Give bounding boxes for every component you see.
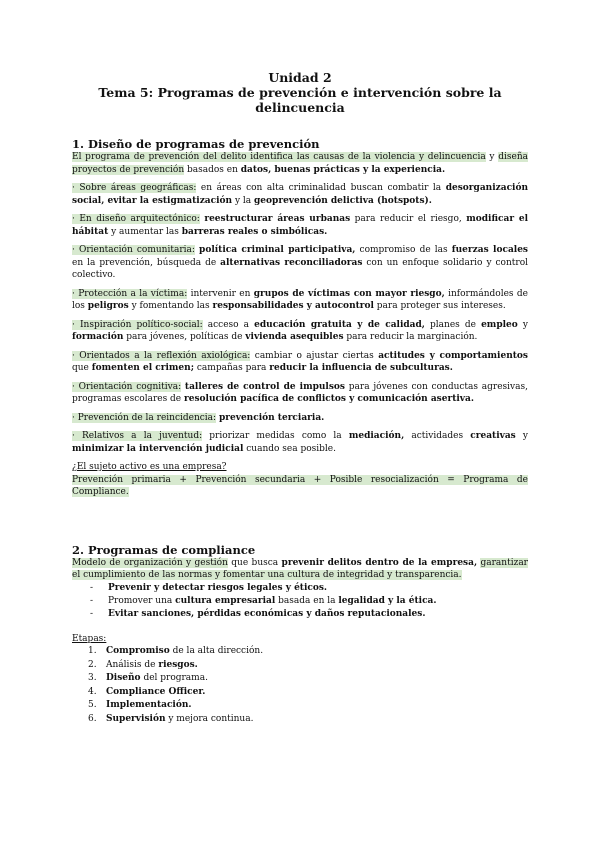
section2-heading: 2. Programas de compliance (72, 542, 256, 557)
stage-bold: Supervisión (106, 713, 166, 724)
item-text: para reducir la marginación. (343, 332, 478, 342)
item-label: · Relativos a la juventud: (72, 431, 203, 441)
item-diseno-arquitectonico (72, 213, 528, 238)
item-text: cuando sea posible. (243, 443, 336, 454)
item-orientacion-cognitiva (72, 381, 528, 406)
item-inspiracion-politico-social (72, 319, 528, 344)
item-text: cambiar o ajustar ciertas (250, 350, 379, 361)
item-label: · En diseño arquitectónico: (72, 214, 200, 224)
item-bold: educación gratuita y de calidad, (254, 319, 425, 330)
item-text: para jóvenes con conductas agresivas, programas escolares de (72, 381, 528, 404)
item-bold: peligros (87, 301, 129, 311)
stage-number: 3. (88, 673, 97, 683)
item-bold: modificar el hábitat (72, 214, 528, 237)
item-bold: responsabilidades y autocontrol (212, 301, 374, 311)
item-bold: desorganización social, evitar la estigmatización (72, 183, 529, 206)
item-text: campañas para (194, 363, 270, 373)
list-item (72, 582, 528, 595)
item-text: en la prevención, búsqueda de (72, 257, 221, 268)
item-reflexion-axiologica (72, 350, 528, 375)
stage-item (72, 659, 528, 673)
intro-highlight: Modelo de organización y gestión (72, 557, 228, 568)
item-bold: actitudes y comportamientos (378, 350, 528, 361)
list-item (72, 608, 528, 621)
intro-text: y (485, 152, 499, 162)
stages-list (72, 645, 528, 726)
intro-text: que busca (227, 557, 282, 568)
stage-item (72, 713, 528, 727)
section1-intro (72, 151, 528, 176)
item-text: y aumentar las (108, 226, 182, 237)
item-bold: barreras reales o simbólicas. (181, 226, 328, 237)
item-proteccion-victima (72, 288, 528, 313)
stage-bold: Diseño (106, 673, 141, 683)
item-text: en áreas con alta criminalidad buscan combatir la (196, 183, 446, 193)
item-areas-geograficas (72, 182, 528, 207)
item-bold: empleo (481, 319, 518, 330)
item-bold: fuerzas locales (451, 245, 528, 255)
stage-bold: riesgos. (158, 659, 198, 670)
stage-text: de la alta dirección. (169, 646, 264, 656)
stage-text: del programa. (140, 673, 208, 683)
dash-marker: - (90, 595, 94, 606)
item-label: · Orientación comunitaria: (72, 245, 195, 255)
question-line (72, 461, 528, 474)
item-text: y (515, 431, 529, 441)
item-bold: reestructurar áreas urbanas (204, 214, 351, 224)
item-label: · Sobre áreas geográficas: (72, 183, 197, 193)
stage-bold: Compliance Officer. (106, 686, 206, 697)
page-title: Unidad 2 (268, 70, 332, 85)
stage-item (72, 672, 528, 686)
formula-text: Prevención primaria + Prevención secundaria + Posible resocialización = Programa de Compliance. (72, 474, 528, 497)
stage-item (72, 686, 528, 700)
item-text: informándoles de los (72, 288, 528, 311)
item-text: intervenir en (187, 288, 254, 299)
stage-number: 4. (88, 686, 97, 697)
item-bold: reducir la influencia de subculturas. (269, 363, 453, 373)
stage-text: Análisis de (106, 659, 159, 670)
stage-number: 1. (88, 646, 97, 656)
item-text: Promover una (108, 595, 176, 606)
item-bold: minimizar la intervención judicial (72, 443, 244, 454)
intro-bold: prevenir delitos dentro de la empresa, (281, 557, 478, 568)
item-text: priorizar medidas como la (202, 431, 349, 441)
item-bold: cultura empresarial (175, 595, 276, 606)
document-page (72, 70, 528, 726)
item-text: para reducir el riesgo, (350, 214, 467, 224)
item-label: · Inspiración político-social: (72, 319, 203, 330)
item-bold: grupos de víctimas con mayor riesgo, (253, 288, 445, 299)
item-bold: prevención terciaria. (218, 412, 325, 423)
item-text: planes de (424, 319, 482, 330)
stage-bold: Implementación. (106, 700, 192, 710)
intro-highlight: El programa de prevención del delito identifica las causas de la violencia y delincuencia (72, 152, 486, 162)
item-text: compromiso de las (355, 245, 452, 255)
stage-bold: Compromiso (106, 646, 170, 656)
stage-text: y mejora continua. (165, 713, 254, 724)
dash-marker: - (90, 582, 94, 593)
item-bold: alternativas reconciliadoras (220, 257, 363, 268)
item-text: actividades (404, 431, 471, 441)
item-text: para proteger sus intereses. (373, 301, 506, 311)
item-text: para jóvenes, políticas de (123, 332, 246, 342)
intro-highlight: garantizar el cumplimiento de las normas y fomentar una cultura de integridad y transparencia. (72, 557, 528, 580)
section1-heading: 1. Diseño de programas de prevención (72, 137, 320, 151)
item-bold: geoprevención delictiva (hotspots). (254, 195, 432, 206)
item-bold: vivienda asequibles (245, 332, 344, 342)
formula-line (72, 474, 528, 499)
item-bold: formación (72, 332, 124, 342)
stage-number: 5. (88, 700, 97, 710)
stage-number: 6. (88, 713, 97, 724)
item-label: · Orientados a la reflexión axiológica: (72, 350, 251, 361)
item-text: que (72, 363, 92, 373)
question-text: ¿El sujeto activo es una empresa? (72, 462, 227, 472)
item-bold: Prevenir y detectar riesgos legales y éticos. (108, 582, 328, 593)
item-bold: fomenten el crimen; (91, 363, 195, 373)
item-label: · Orientación cognitiva: (72, 381, 182, 392)
stages-label: Etapas: (72, 633, 107, 644)
compliance-goals-list (72, 582, 528, 621)
item-relativos-juventud (72, 430, 528, 455)
item-text: basada en la (275, 595, 339, 606)
item-label: · Prevención de la reincidencia: (72, 412, 217, 423)
stage-item (72, 699, 528, 713)
item-bold: talleres de control de impulsos (184, 381, 345, 392)
item-bold: legalidad y la ética. (338, 595, 437, 606)
item-text: y fomentando las (128, 301, 213, 311)
list-item (72, 595, 528, 608)
item-text: y (517, 319, 528, 330)
item-bold: Evitar sanciones, pérdidas económicas y daños reputacionales. (108, 608, 426, 619)
intro-highlight: diseña proyectos de prevención (72, 152, 528, 175)
intro-bold: datos, buenas prácticas y la experiencia. (240, 164, 446, 175)
item-bold: política criminal participativa, (199, 245, 356, 255)
stage-item (72, 645, 528, 659)
dash-marker: - (90, 608, 94, 619)
item-label: · Protección a la víctima: (72, 288, 188, 299)
item-text: acceso a (202, 319, 255, 330)
page-subtitle: Tema 5: Programas de prevención e intervención sobre la delincuencia (98, 85, 502, 115)
item-orientacion-comunitaria (72, 244, 528, 282)
stage-number: 2. (88, 659, 97, 670)
item-bold: mediación, (348, 431, 405, 441)
section2-intro (72, 557, 528, 582)
intro-text: basados en (184, 164, 241, 175)
item-bold: creativas (470, 431, 516, 441)
stages-heading (72, 633, 528, 646)
item-prevencion-reincidencia (72, 412, 528, 425)
item-text: y la (232, 195, 255, 206)
item-bold: resolución pacífica de conflictos y comunicación asertiva. (184, 394, 474, 404)
item-text: con un enfoque solidario y control colectivo. (72, 257, 528, 280)
